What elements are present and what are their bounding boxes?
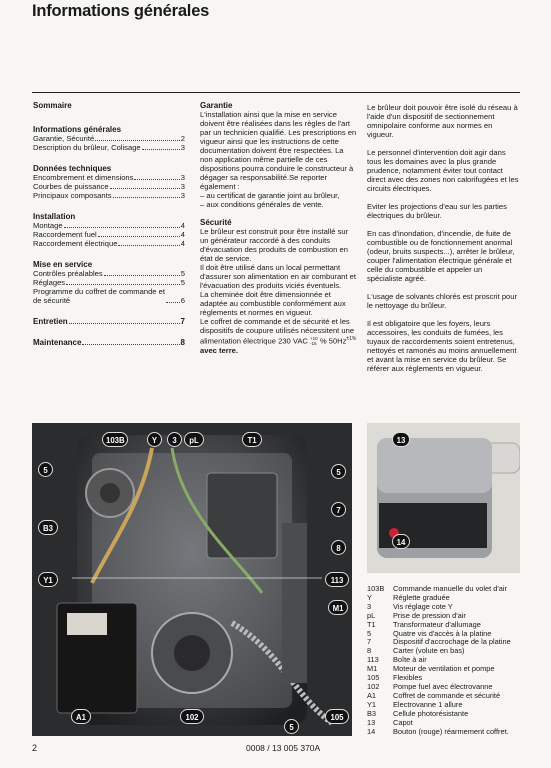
toc-section-title: Informations générales [33, 125, 122, 134]
table-of-contents [33, 101, 185, 347]
toc-leader [110, 188, 180, 189]
legend-key: 5 [367, 628, 372, 638]
legend-description: Carter (volute en bas) [393, 646, 465, 656]
legend-key: 7 [367, 637, 372, 647]
toc-entry-page: 4 [180, 239, 185, 248]
document-reference: 0008 / 13 005 370A [246, 743, 321, 753]
col3-para-5: L'usage de solvants chlorés est proscrit pour le nettoyage du brûleur. [367, 292, 518, 310]
legend-row [367, 665, 511, 674]
toc-entry-label: Réglages [33, 278, 66, 287]
toc-entry[interactable] [33, 182, 185, 191]
toc-entry[interactable] [33, 278, 185, 287]
title-rule [32, 92, 520, 93]
callout-a1: A1 [71, 709, 91, 724]
burner-illustration [32, 423, 352, 736]
legend-key: 113 [367, 655, 379, 665]
toc-entry[interactable] [33, 191, 185, 200]
legend-key: Y1 [367, 699, 377, 709]
legend-description: Réglette graduée [393, 592, 450, 602]
legend-description: Flexibles [393, 673, 423, 683]
legend-key: T1 [367, 619, 376, 629]
toc-entry[interactable] [33, 221, 185, 230]
legend-key: 102 [367, 681, 380, 691]
toc-entry-label: Programme du coffret de commande et de sécurité [33, 287, 165, 305]
toc-entry[interactable] [33, 143, 185, 152]
securite-p4: Le coffret de commande et de sécurité et les dispositifs de coupure utilisés nécessitent une alimentation électrique 230 VAC +10 -15 % $50Hz^{\pm 1\%}$ avec terre. [200, 317, 357, 356]
toc-entry-label: Montage [33, 221, 63, 230]
toc-leader [142, 149, 180, 150]
legend-description: Commande manuelle du volet d'air [393, 584, 507, 593]
garantie-bullet-2: – aux conditions générales de vente. [200, 200, 324, 209]
toc-entry[interactable] [33, 134, 185, 143]
legend-description: Boîte à air [393, 655, 427, 665]
legend-key: 103B [367, 584, 385, 593]
components-legend [367, 585, 511, 736]
toc-entry-label: Raccordement électrique [33, 239, 118, 248]
col3-para-3: Eviter les projections d'eau sur les parties électriques du brûleur. [367, 202, 507, 220]
col3-para-2: Le personnel d'intervention doit agir dans tous les domaines avec la plus grande prudence, notamment éviter tout contact direct avec des zones non calorifugées et les circuits électriques. [367, 148, 519, 193]
legend-key: 13 [367, 717, 376, 727]
callout-103b: 103B [102, 432, 128, 447]
legend-key: A1 [367, 690, 377, 700]
cover-illustration [367, 423, 520, 573]
legend-description: Vis réglage cote Y [393, 601, 453, 611]
callout-m1: M1 [328, 600, 348, 615]
callout-105: 105 [325, 709, 349, 724]
securite-heading: Sécurité [200, 218, 232, 227]
toc-entry-page: 5 [180, 269, 185, 278]
callout-5-bottom: 5 [284, 719, 299, 734]
securite-p2: Il doit être utilisé dans un local permettant d'assurer son alimentation en air comburant et l'évacuation des produits viciés éventuels. [200, 263, 356, 290]
toc-section-title: Mise en service [33, 260, 93, 269]
toc-entry[interactable] [33, 269, 185, 278]
page-title: Informations générales [32, 2, 210, 20]
callout-t1: T1 [242, 432, 262, 447]
legend-description: Moteur de ventilation et pompe [393, 664, 495, 674]
legend-description: Capot [393, 717, 413, 727]
page-number: 2 [32, 743, 38, 753]
col3-para-1: Le brûleur doit pouvoir être isolé du réseau à l'aide d'un dispositif de sectionnement omnipolaire conforme aux normes en vigueur. [367, 103, 518, 139]
toc-entry[interactable] [33, 287, 185, 305]
safety-column [367, 103, 519, 382]
toc-section-title: Installation [33, 212, 76, 221]
toc-entry-label: Raccordement fuel [33, 230, 97, 239]
toc-leader [66, 284, 180, 285]
toc-entry-entretien[interactable]: Entretien 7 [33, 317, 185, 326]
col3-para-6: Il est obligatoire que les foyers, leurs accessoires, les conduits de fumées, les tuyaux de raccordements soient entretenus, nettoyés et ramonés au moins annuellement et avant la mise en service du brûleur. Se référer aux règlements en vigueur. [367, 319, 517, 373]
toc-entry-maintenance[interactable]: Maintenance 8 [33, 338, 185, 347]
toc-leader [166, 302, 180, 303]
legend-description: Dispositif d'accrochage de la platine [393, 637, 511, 647]
toc-entry-label: Description du brûleur, Colisage [33, 143, 141, 152]
garantie-securite-column [200, 101, 358, 355]
legend-description: Bouton (rouge) réarmement coffret. [393, 726, 509, 736]
toc-entry-page: 4 [180, 221, 185, 230]
legend-description: Quatre vis d'accès à la platine [393, 628, 492, 638]
toc-section-title: Données techniques [33, 164, 112, 173]
toc-leader [134, 179, 179, 180]
callout-y: Y [147, 432, 162, 447]
toc-entry[interactable] [33, 230, 185, 239]
toc-entry-label: Garantie, Sécurité [33, 134, 95, 143]
legend-row [367, 647, 511, 656]
toc-leader [95, 140, 180, 141]
toc-entry-label: Encombrement et dimensions [33, 173, 134, 182]
legend-key: M1 [367, 664, 378, 674]
toc-entry-page: 3 [180, 143, 185, 152]
toc-leader [113, 197, 180, 198]
toc-entry-label: Contrôles préalables [33, 269, 103, 278]
legend-description: Electrovanne 1 allure [393, 699, 463, 709]
callout-5-left: 5 [38, 462, 53, 477]
legend-description: Coffret de commande et sécurité [393, 690, 501, 700]
callout-13: 13 [392, 432, 410, 447]
legend-key: 8 [367, 646, 372, 656]
legend-description: Cellule photorésistante [393, 708, 469, 718]
legend-key: 105 [367, 673, 380, 683]
legend-description: Prise de pression d'air [393, 610, 466, 620]
toc-leader [64, 227, 180, 228]
toc-entry-label: Courbes de puissance [33, 182, 109, 191]
legend-description: Transformateur d'allumage [393, 619, 481, 629]
securite-p3: La cheminée doit être dimensionnée et adaptée au combustible conformément aux règlements et normes en vigueur. [200, 290, 346, 317]
toc-entry-page: 4 [180, 230, 185, 239]
toc-entry[interactable] [33, 173, 185, 182]
toc-entry-page: 3 [180, 173, 185, 182]
garantie-heading: Garantie [200, 101, 233, 110]
burner-photo [32, 423, 352, 736]
toc-entry-page: 6 [180, 296, 185, 305]
legend-key: pL [367, 610, 376, 620]
toc-leader [118, 245, 179, 246]
col3-para-4: En cas d'inondation, d'incendie, de fuite de combustible ou de fonctionnement anormal (odeur, bruits suspects...), arrêter le brûleur, couper l'alimentation électrique générale et celle du combustible et appeler un spécialiste agréé. [367, 229, 515, 283]
callout-5-right: 5 [331, 464, 346, 479]
toc-entry-page: 2 [180, 134, 185, 143]
legend-row [367, 710, 511, 719]
toc-leader [104, 275, 180, 276]
legend-description: Pompe fuel avec électrovanne [393, 681, 493, 691]
toc-entry[interactable] [33, 239, 185, 248]
burner-cover-photo [367, 423, 520, 573]
legend-key: 14 [367, 726, 376, 736]
toc-heading: Sommaire [33, 101, 72, 110]
callout-b3: B3 [38, 520, 58, 535]
callout-y1: Y1 [38, 572, 58, 587]
legend-key: 3 [367, 601, 372, 611]
callout-pl: pL [184, 432, 204, 447]
callout-8: 8 [331, 540, 346, 555]
toc-entry-page: 3 [180, 191, 185, 200]
legend-key: Y [367, 592, 372, 602]
toc-entry-label: Principaux composants [33, 191, 112, 200]
callout-7: 7 [331, 502, 346, 517]
legend-key: B3 [367, 708, 377, 718]
securite-p1: Le brûleur est construit pour être installé sur un générateur raccordé à des conduits d'évacuation des produits de combustion en état de service. [200, 227, 349, 263]
callout-113: 113 [325, 572, 349, 587]
callout-14: 14 [392, 534, 410, 549]
garantie-bullet-1: – au certificat de garantie joint au brûleur, [200, 191, 340, 200]
legend-row [367, 728, 511, 737]
toc-leader [98, 236, 180, 237]
garantie-text: L'installation ainsi que la mise en service doivent être réalisées dans les règles de l'art par un technicien qualifié. Les prescriptions en vigueur ainsi que les instructions de cette documentation doivent être respectées. La non application même partielle de ces dispositions pourra conduire le constructeur à dégager sa responsabilité.Se reporter également : [200, 110, 357, 191]
toc-entry-page: 5 [180, 278, 185, 287]
toc-entry-page: 3 [180, 182, 185, 191]
callout-3: 3 [167, 432, 182, 447]
callout-102: 102 [180, 709, 204, 724]
